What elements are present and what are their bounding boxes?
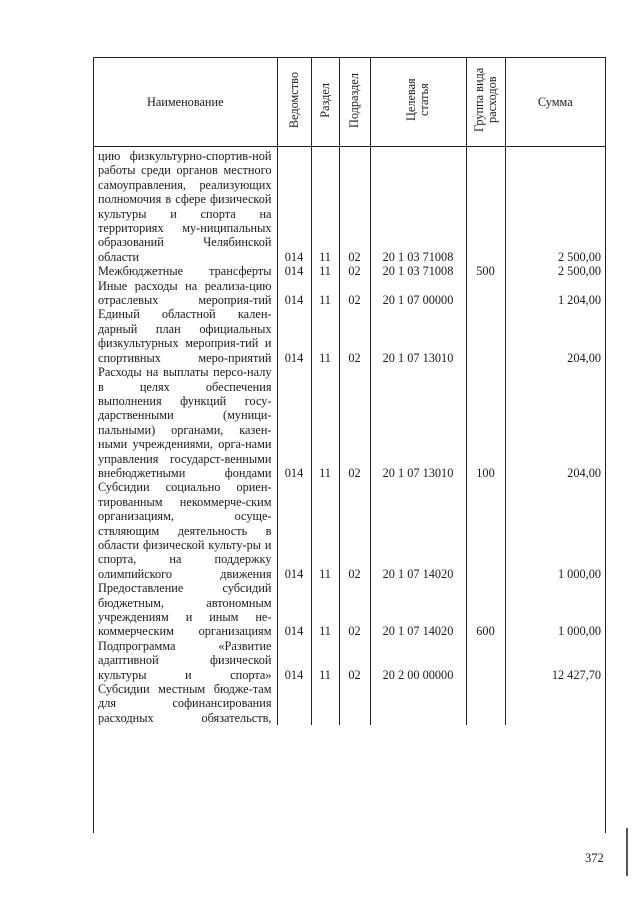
header-razdel: Раздел (317, 82, 332, 118)
row-podrazdel: 02 (339, 480, 370, 581)
row-celevaya-statya: 20 1 07 14020 (370, 480, 466, 581)
row-razdel: 11 (311, 307, 339, 365)
row-podrazdel: 02 (339, 639, 370, 682)
row-summa: 1 204,00 (505, 279, 605, 308)
row-vedomstvo: 014 (277, 307, 311, 365)
row-razdel: 11 (311, 581, 339, 639)
header-podrazdel-cell (339, 58, 370, 147)
row-gruppa-vida-rashodov (466, 307, 505, 365)
row-name: Предоставление субсидий бюджетным, автономным учреждениям и иным не-коммерческим организациям (94, 581, 277, 639)
table-row (94, 307, 605, 365)
table-row (94, 682, 605, 725)
table-row (94, 365, 605, 480)
row-celevaya-statya: 20 1 07 13010 (370, 307, 466, 365)
row-name: Межбюджетные трансферты (94, 264, 277, 278)
row-gruppa-vida-rashodov (466, 682, 505, 725)
table-row (94, 581, 605, 639)
row-vedomstvo: 014 (277, 279, 311, 308)
header-podrazdel: Подраздел (347, 72, 361, 128)
row-vedomstvo: 014 (277, 365, 311, 480)
page-edge-mark (626, 828, 628, 876)
row-razdel: 11 (311, 480, 339, 581)
header-vedomstvo: Ведомство (286, 72, 301, 129)
row-gruppa-vida-rashodov: 500 (466, 264, 505, 278)
header-celevaya-statya: Целевая статья (404, 78, 431, 122)
row-name: Подпрограмма «Развитие адаптивной физической культуры и спорта» (94, 639, 277, 682)
row-vedomstvo: 014 (277, 147, 311, 265)
row-summa: 2 500,00 (505, 147, 605, 265)
row-celevaya-statya: 20 1 07 13010 (370, 365, 466, 480)
header-vedomstvo-cell (277, 58, 311, 147)
row-gruppa-vida-rashodov (466, 147, 505, 265)
row-razdel: 11 (311, 639, 339, 682)
row-celevaya-statya: 20 1 03 71008 (370, 264, 466, 278)
row-name: Расходы на выплаты персо-налу в целях обеспечения выполнения функций госу-дарственными (муници-пальными) органами, казен-ными учреждениями, орга-нами управления государст-венными внебюджетными фондами (94, 365, 277, 480)
row-name: цию физкультурно-спортив-ной работы среди органов местного самоуправления, реализующих полномочия в сфере физической культуры и спорта на территориях му-ниципальных образований Челябинской области (94, 147, 277, 265)
row-summa (505, 682, 605, 725)
row-gruppa-vida-rashodov (466, 480, 505, 581)
row-celevaya-statya: 20 1 07 00000 (370, 279, 466, 308)
row-summa: 2 500,00 (505, 264, 605, 278)
row-name: Субсидии местным бюдже-там для софинансирования расходных обязательств, (94, 682, 277, 725)
row-gruppa-vida-rashodov: 100 (466, 365, 505, 480)
row-razdel (311, 682, 339, 725)
row-vedomstvo: 014 (277, 639, 311, 682)
row-celevaya-statya: 20 1 07 14020 (370, 581, 466, 639)
header-summa: Сумма (505, 58, 605, 147)
row-celevaya-statya: 20 2 00 00000 (370, 639, 466, 682)
table-header (94, 58, 605, 147)
row-celevaya-statya: 20 1 03 71008 (370, 147, 466, 265)
row-vedomstvo: 014 (277, 480, 311, 581)
row-podrazdel: 02 (339, 264, 370, 278)
row-podrazdel: 02 (339, 581, 370, 639)
row-summa: 204,00 (505, 365, 605, 480)
table-row (94, 639, 605, 682)
row-celevaya-statya (370, 682, 466, 725)
row-summa: 1 000,00 (505, 480, 605, 581)
row-gruppa-vida-rashodov (466, 279, 505, 308)
row-podrazdel: 02 (339, 279, 370, 308)
row-podrazdel: 02 (339, 147, 370, 265)
row-razdel: 11 (311, 365, 339, 480)
row-razdel: 11 (311, 147, 339, 265)
header-celevaya-statya-cell (370, 58, 466, 147)
header-gruppa-vida-rashodov: Группа вида расходов (471, 68, 499, 133)
header-razdel-cell (311, 58, 339, 147)
row-podrazdel (339, 682, 370, 725)
row-gruppa-vida-rashodov (466, 639, 505, 682)
row-vedomstvo: 014 (277, 581, 311, 639)
table-row (94, 264, 605, 278)
header-name: Наименование (94, 58, 277, 147)
row-vedomstvo: 014 (277, 264, 311, 278)
header-gruppa-cell (466, 58, 505, 147)
table-row (94, 279, 605, 308)
row-razdel: 11 (311, 279, 339, 308)
budget-table (94, 58, 605, 725)
row-summa: 1 000,00 (505, 581, 605, 639)
row-podrazdel: 02 (339, 365, 370, 480)
row-razdel: 11 (311, 264, 339, 278)
row-gruppa-vida-rashodov: 600 (466, 581, 505, 639)
table-row (94, 480, 605, 581)
row-name: Субсидии социально ориен-тированным некоммерче-ским организациям, осуще-ствляющим деятельность в области физической культу-ры и спорта, на поддержку олимпийского движения (94, 480, 277, 581)
table-row (94, 147, 605, 265)
row-name: Единый областной кален-дарный план официальных физкультурных мероприя-тий и спортивных меро-приятий (94, 307, 277, 365)
row-summa: 12 427,70 (505, 639, 605, 682)
row-summa: 204,00 (505, 307, 605, 365)
page-number: 372 (585, 851, 604, 865)
table-body (94, 147, 605, 726)
row-podrazdel: 02 (339, 307, 370, 365)
row-name: Иные расходы на реализа-цию отраслевых мероприя-тий (94, 279, 277, 308)
row-vedomstvo (277, 682, 311, 725)
budget-table-frame (93, 57, 606, 833)
